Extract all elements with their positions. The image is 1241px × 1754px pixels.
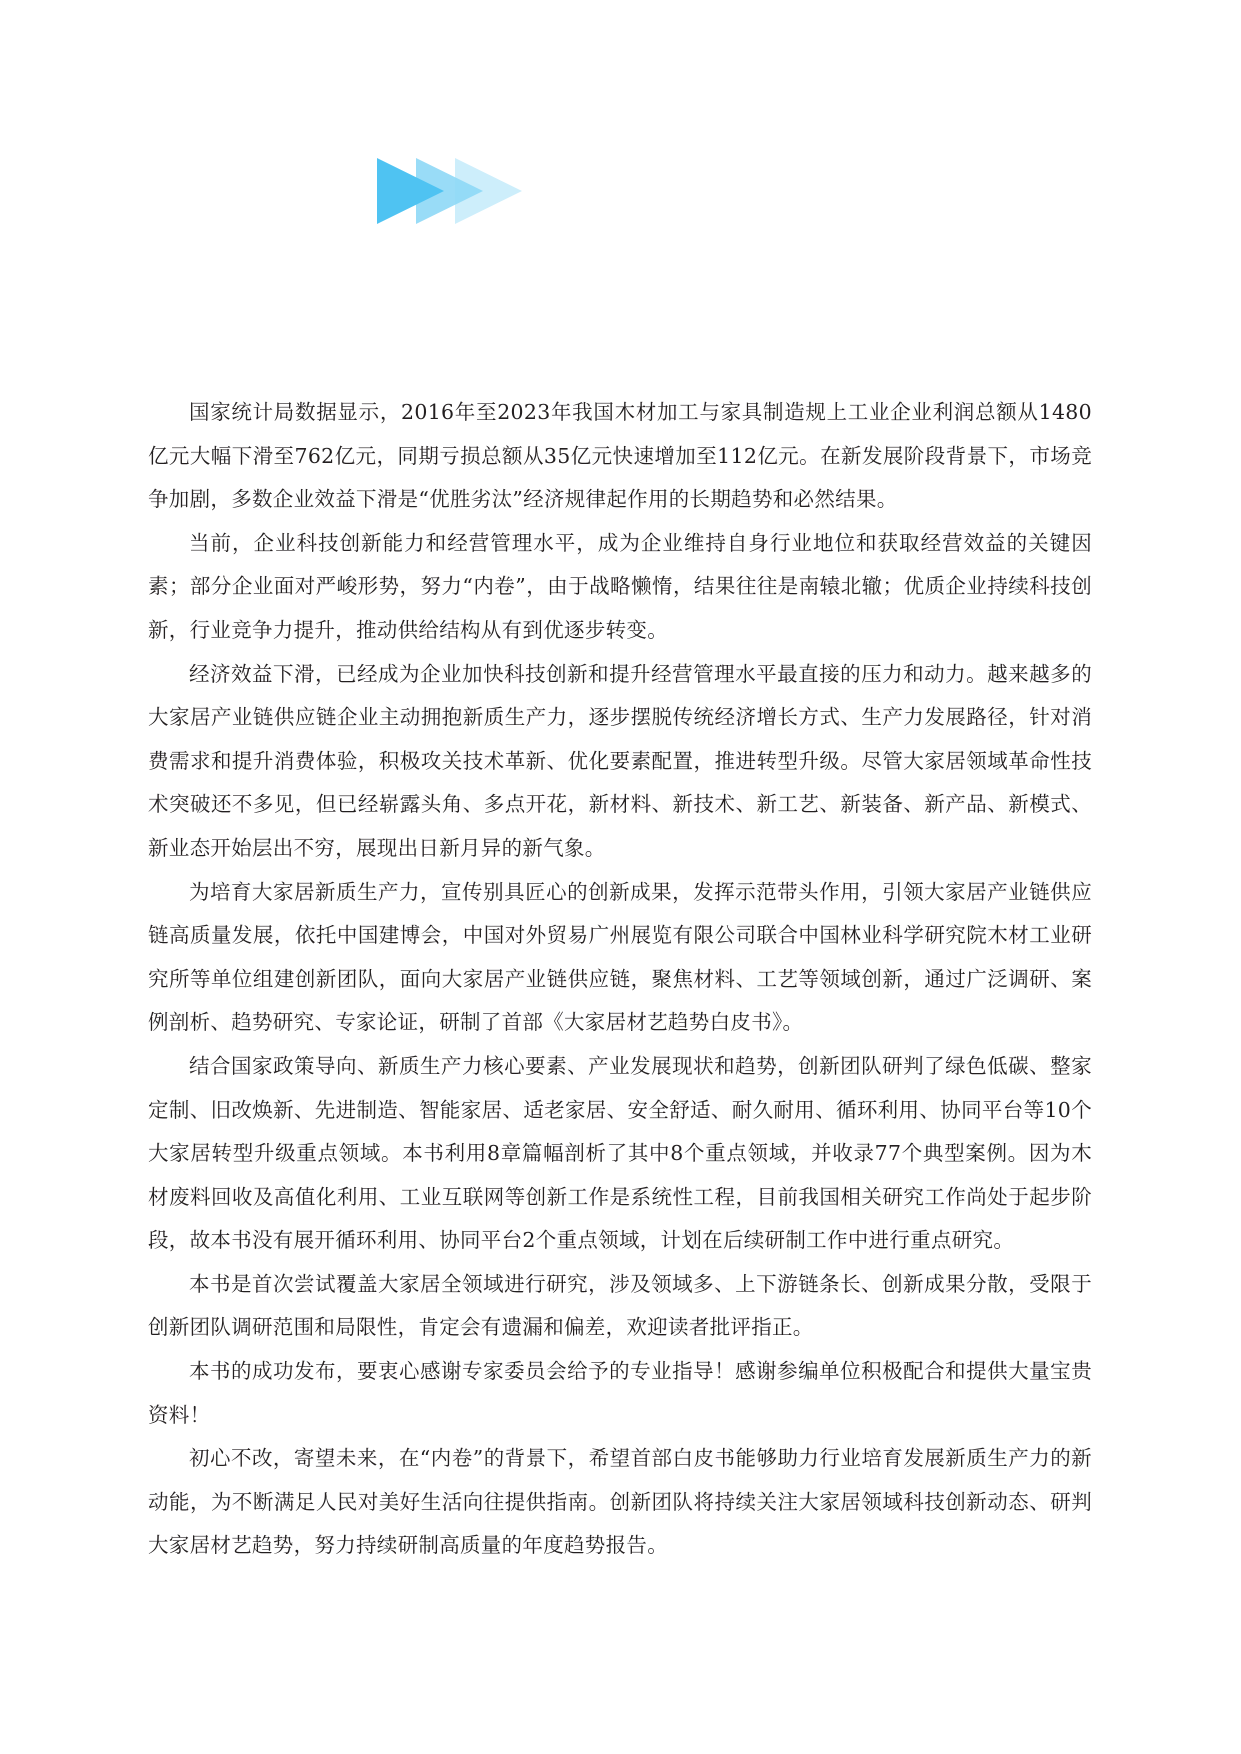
preface-body: [148, 391, 1092, 1568]
paragraph: 本书是首次尝试覆盖大家居全领域进行研究，涉及领域多、上下游链条长、创新成果分散，受限于创新团队调研范围和局限性，肯定会有遗漏和偏差，欢迎读者批评指正。: [148, 1271, 1092, 1340]
paragraph: 本书的成功发布，要衷心感谢专家委员会给予的专业指导！感谢参编单位积极配合和提供大量宝贵资料！: [148, 1359, 1092, 1427]
triple-chevron-arrow-icon: [376, 158, 526, 228]
paragraph: 国家统计局数据显示，2016年至2023年我国木材加工与家具制造规上工业企业利润总额从1480亿元大幅下滑至762亿元，同期亏损总额从35亿元快速增加至112亿元。在新发展阶段背景下，市场竞争加剧，多数企业效益下滑是“优胜劣汰”经济规律起作用的长期趋势和必然结果。: [148, 400, 1092, 512]
paragraph: 当前，企业科技创新能力和经营管理水平，成为企业维持自身行业地位和获取经营效益的关键因素；部分企业面对严峻形势，努力“内卷”，由于战略懒惰，结果往往是南辕北辙；优质企业持续科技创新，行业竞争力提升，推动供给结构从有到优逐步转变。: [148, 530, 1092, 642]
paragraph: 经济效益下滑，已经成为企业加快科技创新和提升经营管理水平最直接的压力和动力。越来越多的大家居产业链供应链企业主动拥抱新质生产力，逐步摆脱传统经济增长方式、生产力发展路径，针对消费需求和提升消费体验，积极攻关技术革新、优化要素配置，推进转型升级。尽管大家居领域革命性技术突破还不多见，但已经崭露头角、多点开花，新材料、新技术、新工艺、新装备、新产品、新模式、新业态开始层出不穷，展现出日新月异的新气象。: [148, 661, 1092, 860]
paragraph: 结合国家政策导向、新质生产力核心要素、产业发展现状和趋势，创新团队研判了绿色低碳、整家定制、旧改焕新、先进制造、智能家居、适老家居、安全舒适、耐久耐用、循环利用、协同平台等10个大家居转型升级重点领域。本书利用8章篇幅剖析了其中8个重点领域，并收录77个典型案例。因为木材废料回收及高值化利用、工业互联网等创新工作是系统性工程，目前我国相关研究工作尚处于起步阶段，故本书没有展开循环利用、协同平台2个重点领域，计划在后续研制工作中进行重点研究。: [148, 1053, 1092, 1253]
paragraph: 为培育大家居新质生产力，宣传别具匠心的创新成果，发挥示范带头作用，引领大家居产业链供应链高质量发展，依托中国建博会，中国对外贸易广州展览有限公司联合中国林业科学研究院木材工业研究所等单位组建创新团队，面向大家居产业链供应链，聚焦材料、工艺等领域创新，通过广泛调研、案例剖析、趋势研究、专家论证，研制了首部《大家居材艺趋势白皮书》。: [148, 879, 1092, 1035]
paragraph: 初心不改，寄望未来，在“内卷”的背景下，希望首部白皮书能够助力行业培育发展新质生产力的新动能，为不断满足人民对美好生活向往提供指南。创新团队将持续关注大家居领域科技创新动态、研判大家居材艺趋势，努力持续研制高质量的年度趋势报告。: [148, 1446, 1092, 1558]
